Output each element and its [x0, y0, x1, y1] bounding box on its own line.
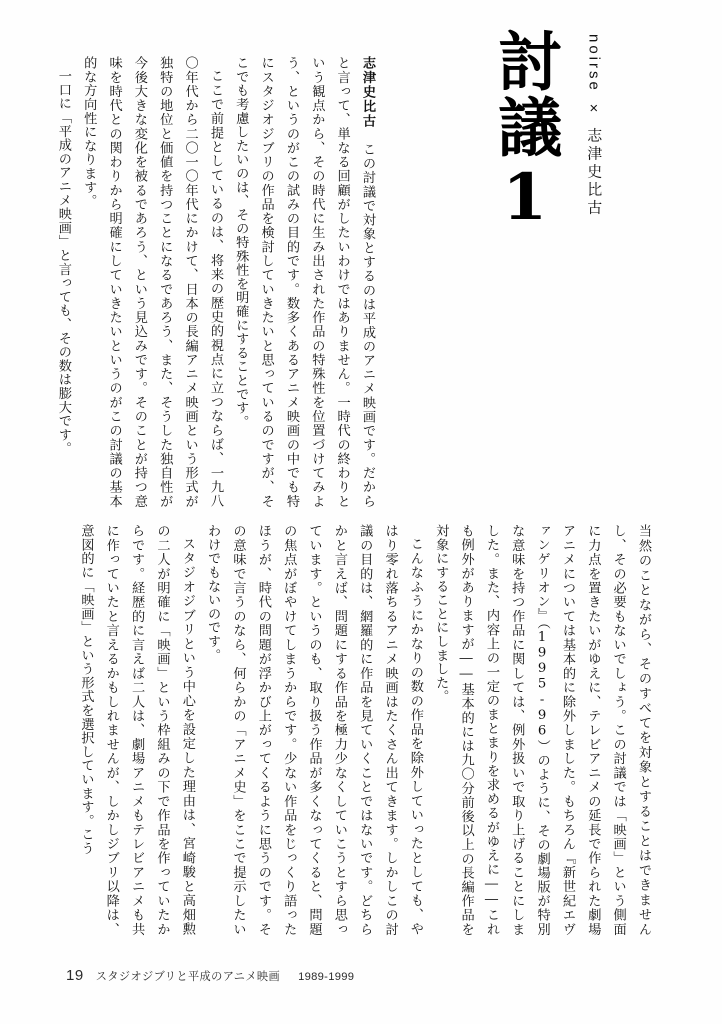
paragraph: 当然のことながら、そのすべてを対象とすることはできませんし、その必要もないでしょう。この討議では「映画」という側面に力点を置きたいがゆえに、テレビアニメの延長で作られた劇場アニメについては基本的に除外しました。もちろん『新世紀エヴァンゲリオン』（1995-96）のように、その劇場版が特別な意味を持つ作品に関しては、例外扱いで取り上げることにしました。また、内容上の一定のまとまりを求めるがゆえに――これも例外がありますが――基本的には九〇分前後以上の長編作品を対象にすることにしました。 — [433, 524, 651, 936]
paragraph: 一口に「平成のアニメ映画」と言っても、その数は膨大です。 — [55, 69, 71, 456]
paragraph-text: この討議で対象とするのは平成のアニメ映画です。だからと言って、単なる回顧がしたいわけではありません。一時代の終わりという観点から、その時代に生み出された作品の特殊性を位置づけてみよう、というのがこの試みの目的です。数多くあるアニメ映画の中でも特にスタジオジブリの作品を検討していきたいと思っているのですが、そこでも考慮したいのは、その特殊性を明確にすることです。 — [233, 56, 375, 508]
running-title-years: 1989-1999 — [298, 971, 355, 983]
speaker-name: 志津史比古 — [360, 56, 375, 129]
body-text-bottom-block — [56, 524, 656, 936]
page-title: 討議1 — [487, 28, 563, 237]
page-footer — [66, 967, 354, 984]
paragraph — [228, 56, 380, 508]
paragraph: ここで前提としているのは、将来の歴史的視点に立つならば、一九八〇年代から二〇一〇年代にかけて、日本の長編アニメ映画という形式が独特の地位と価値を持つことになるであろう、また、そうした独自性が今後大きな変化を被るであろう、という見込みです。そのことが持つ意味を時代との関わりから明確にしていきたいというのがこの討議の基本的な方向性になります。 — [81, 56, 223, 508]
page-heading — [482, 28, 682, 328]
running-title: スタジオジブリと平成のアニメ映画 — [95, 970, 281, 983]
page-number: 19 — [66, 967, 84, 984]
paragraph: こんなふうにかなりの数の作品を除外していったとしても、やはり零れ落ちるアニメ映画はたくさん出てきます。しかしこの討議の目的は、網羅的に作品を見ていくことではないです。どちらかと言えば、問題にする作品を極力少なくしていこうとすら思っています。というのも、取り扱う作品が多くなってくると、問題の焦点がぼやけてしまうからです。少ない作品をじっくり語ったほうが、時代の問題が浮かび上がってくるように思うのです。その意味で言うのなら、何らかの「アニメ史」をここで提示したいわけでもないのです。 — [205, 524, 423, 936]
byline-authors: noirse × 志津史比古 — [585, 34, 603, 218]
paragraph: スタジオジブリという中心を設定した理由は、宮崎駿と高畑勲の二人が明確に「映画」という枠組みの下で作品を作っていたからです。経歴的に言えば二人は、劇場アニメもテレビアニメも共に作っていたと言えるかもしれませんが、しかしジブリ以降は、意図的に「映画」という形式を選択しています。こう — [78, 524, 195, 936]
body-text-top-block — [55, 56, 380, 508]
